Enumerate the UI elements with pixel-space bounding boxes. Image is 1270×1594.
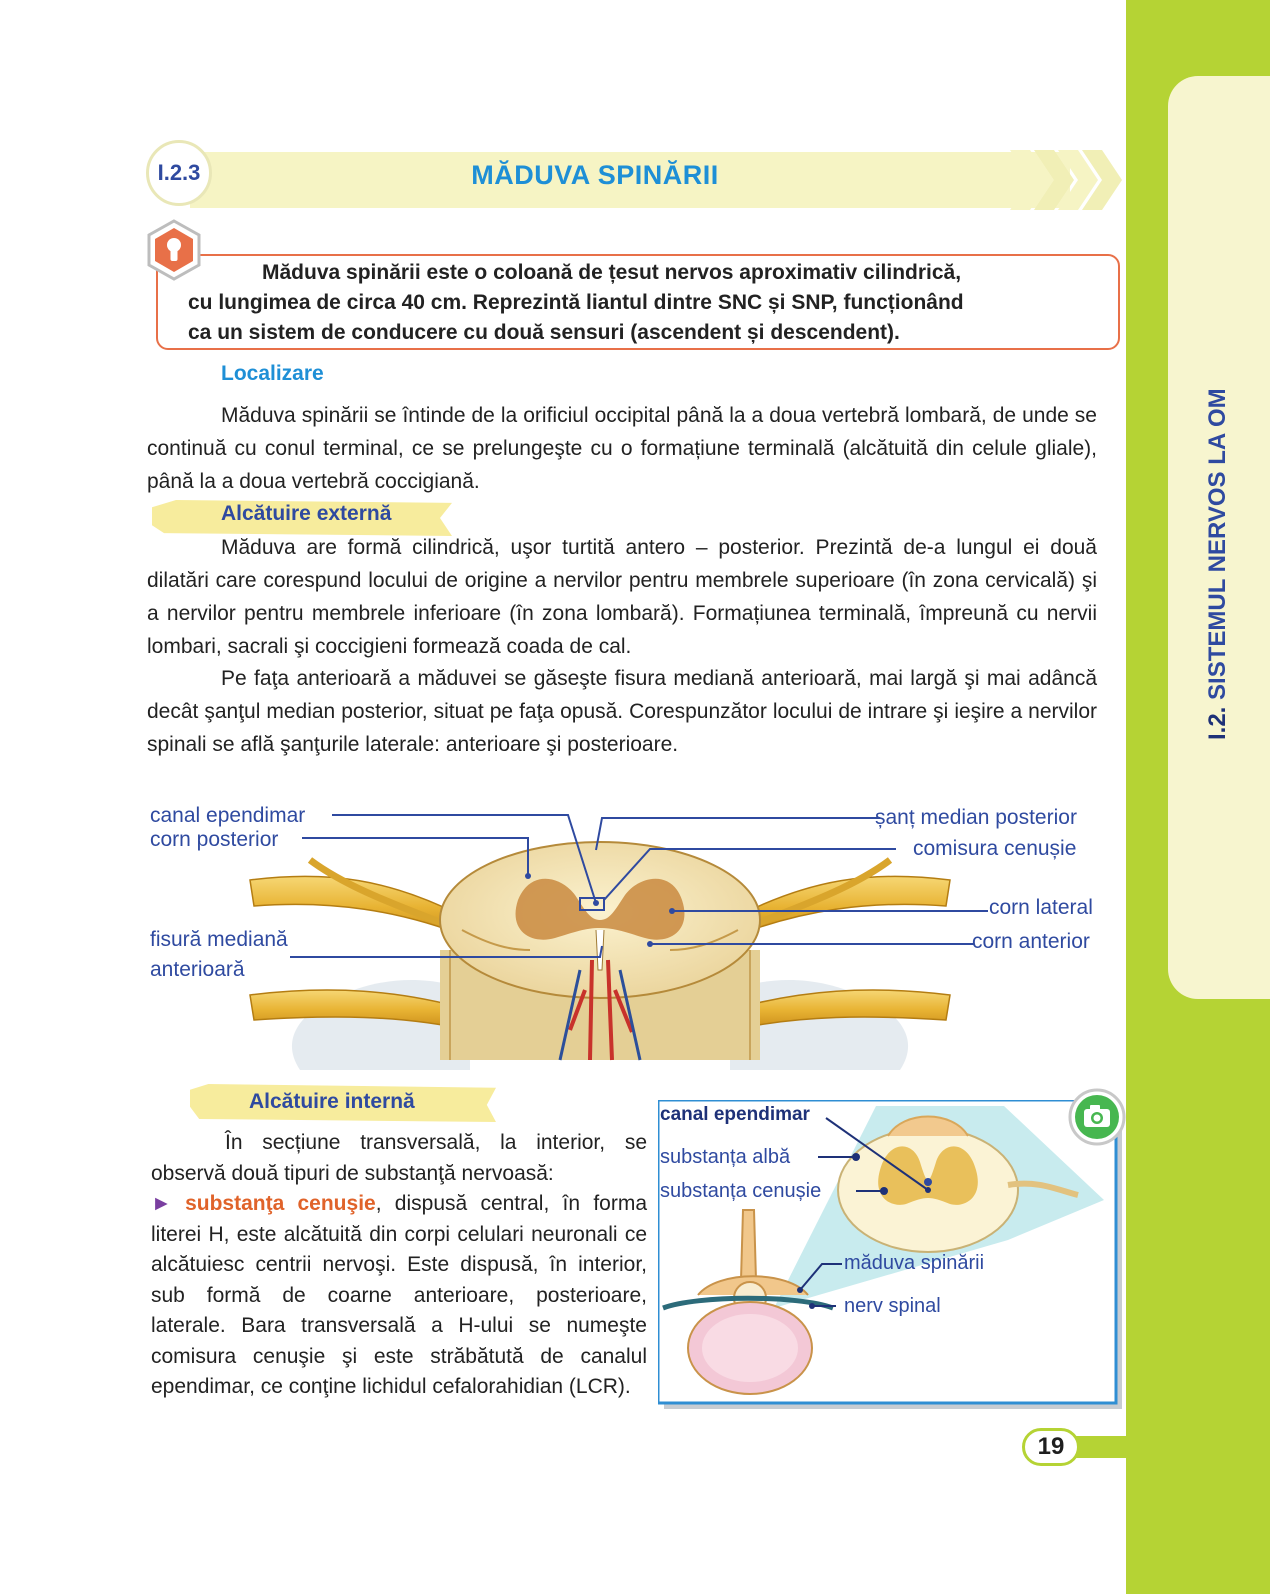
label-fisura-mediana: fisură mediană bbox=[150, 928, 288, 951]
label-sant-median-posterior: șanț median posterior bbox=[875, 806, 1077, 829]
label-substanta-alba: substanța albă bbox=[660, 1146, 791, 1168]
camera-icon bbox=[1068, 1088, 1126, 1146]
label-comisura-cenusie: comisura cenușie bbox=[913, 837, 1077, 860]
heading-alcatuire-interna: Alcătuire internă bbox=[249, 1090, 415, 1113]
chapter-title: SISTEMUL NERVOS LA OM bbox=[1204, 388, 1231, 700]
bullet-icon: ► bbox=[151, 1192, 172, 1215]
label-canal-ependimar-2: canal ependimar bbox=[660, 1104, 810, 1125]
label-corn-anterior: corn anterior bbox=[972, 930, 1090, 953]
label-corn-posterior: corn posterior bbox=[150, 828, 279, 851]
label-maduva-spinarii: măduva spinării bbox=[844, 1252, 985, 1274]
heading-localizare: Localizare bbox=[221, 362, 324, 385]
paragraph-externa-2-text: Pe faţa anterioară a măduvei se găseşte fisura mediană anterioară, mai largă şi mai adâncă decât şanţul median posterior, situat pe faţa opusă. Corespunzător locului de intrare şi ieşire a nervilor spinali se află şanţurile laterale: anterioare şi posterioare. bbox=[147, 667, 1097, 756]
page-number: 19 bbox=[1022, 1428, 1080, 1466]
label-corn-lateral: corn lateral bbox=[989, 896, 1093, 919]
paragraph-interna-intro: În secțiune transversală, la interior, se observă două tipuri de substanţă nervoasă: bbox=[151, 1131, 647, 1185]
chapter-number: I.2. bbox=[1204, 706, 1231, 740]
paragraph-interna-body: , dispusă central, în forma literei H, este alcătuită din corpi celulari neuronali ce alcătuiesc centrii nervoşi. Este dispusă, în interior, sub formă de coarne anterioare, posterioare, laterale. Bara transversală a H-ului se numeşte comisura cenuşie şi este străbătută de canalul ependimar, ce conţine lichidul cefalorahidian (LCR). bbox=[151, 1192, 647, 1398]
paragraph-externa-1-text: Măduva are formă cilindrică, uşor turtită antero – posterior. Prezintă de-a lungul ei două dilatări care corespund locului de origine a nervilor pentru membrele superioare (în zona cervicală) şi a nervilor pentru membrele inferioare (în zona lombară). Formațiunea terminală, împreună cu nervii lombari, sacrali şi coccigieni formează coada de cal. bbox=[147, 536, 1097, 658]
definition-line-2: cu lungimea de circa 40 cm. Reprezintă liantul dintre SNC și SNP, funcționând bbox=[188, 291, 964, 314]
heading-alcatuire-externa: Alcătuire externă bbox=[221, 502, 392, 525]
term-substanta-cenusie: substanţa cenuşie bbox=[185, 1192, 376, 1215]
definition-line-1: Măduva spinării este o coloană de țesut nervos aproximativ cilindrică, bbox=[262, 261, 962, 284]
section-badge: I.2.3 bbox=[146, 140, 212, 206]
page-title: MĂDUVA SPINĂRII bbox=[471, 160, 719, 190]
label-canal-ependimar: canal ependimar bbox=[150, 804, 306, 827]
label-fisura-anterioara: anterioară bbox=[150, 958, 245, 981]
paragraph-localizare-text: Măduva spinării se întinde de la orificiul occipital până la a doua vertebră lombară, de unde se continuă cu conul terminal, ce se prelungeşte cu o formațiune terminală (alcătuită din celule gliale), până la a doua vertebră coccigiană. bbox=[147, 404, 1097, 493]
label-substanta-cenusie: substanța cenușie bbox=[660, 1180, 822, 1202]
label-nerv-spinal: nerv spinal bbox=[844, 1295, 941, 1317]
definition-line-3: ca un sistem de conducere cu două sensuri (ascendent și descendent). bbox=[188, 321, 900, 344]
